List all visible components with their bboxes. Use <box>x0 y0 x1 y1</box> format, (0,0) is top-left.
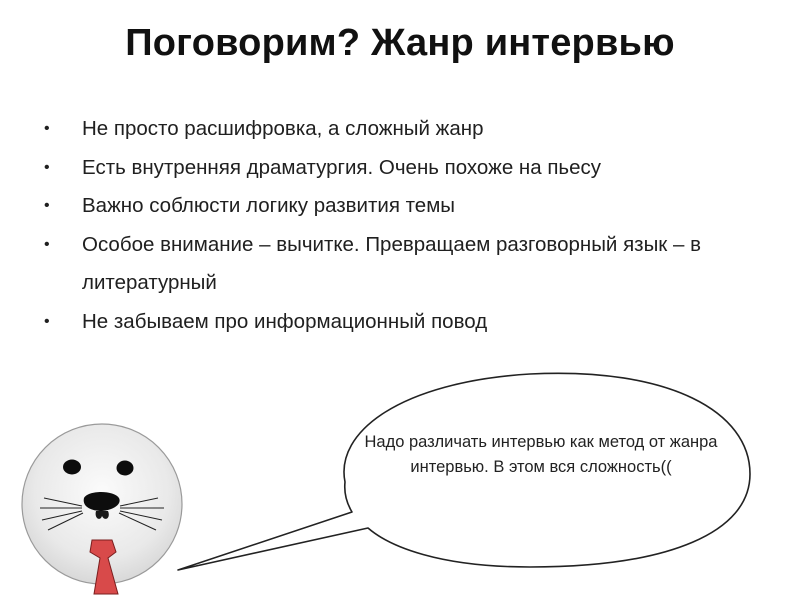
bullet-dot: • <box>44 120 50 137</box>
bullet-text: Особое внимание – вычитке. Превращаем разговорный язык – в литературный <box>82 232 701 294</box>
bullet-dot: • <box>44 312 50 330</box>
seal-left-eye <box>63 460 81 475</box>
bullet-item <box>40 187 760 226</box>
bullet-item <box>40 303 760 342</box>
bullet-list <box>40 110 760 341</box>
slide-title: Поговорим? Жанр интервью <box>125 22 675 64</box>
bullet-text: Есть внутренняя драматургия. Очень похоже на пьесу <box>82 155 602 179</box>
seal-right-eye <box>117 461 134 476</box>
bullet-text: Важно соблюсти логику развития темы <box>82 194 456 217</box>
bullet-dot: • <box>44 235 50 253</box>
bullet-dot: • <box>44 197 50 214</box>
bullet-item <box>40 149 760 188</box>
bullet-item <box>40 110 760 149</box>
bullet-text: Не просто расшифровка, а сложный жанр <box>82 117 484 140</box>
bullet-dot: • <box>44 158 50 176</box>
speech-bubble-text: Надо различать интервью как метод от жанра интервью. В этом вся сложность(( <box>364 433 718 476</box>
bullet-text: Не забываем про информационный повод <box>82 309 488 333</box>
bullet-item <box>40 226 760 303</box>
